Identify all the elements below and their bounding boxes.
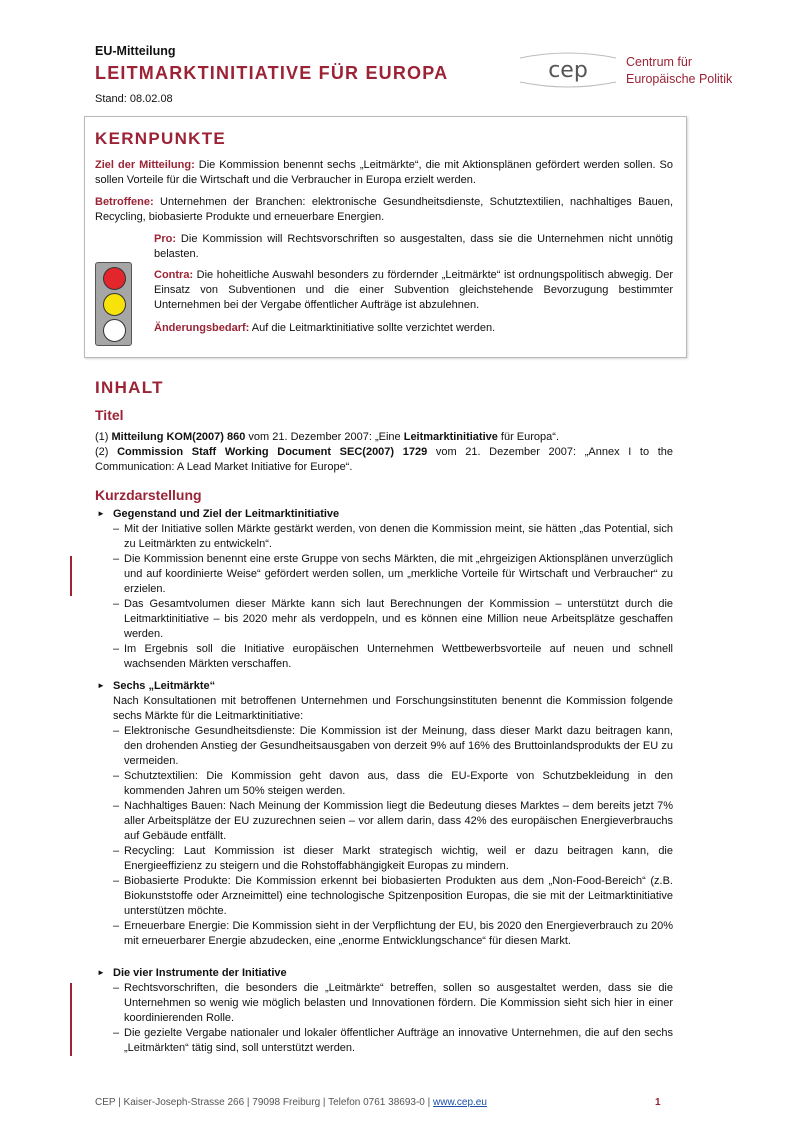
instruments-list	[113, 981, 673, 1056]
list-item: – Mit der Initiative sollen Märkte gestärkt werden, von denen die Kommission meint, sie hätten „das Potential, sich zu Leitmärkten zu entwickeln“.	[113, 522, 673, 552]
list-item: – Im Ergebnis soll die Initiative europäischen Unternehmen Wettbewerbsvorteile auf neuen und schnell wachsenden Märkten verschaffen.	[113, 642, 673, 672]
contra-text: Die hoheitliche Auswahl besonders zu fördernder „Leitmärkte“ ist ordnungspolitisch abwegig. Der Einsatz von Subventionen und die einer Subvention gleichstehende Bevorzugung bestimmter Unternehmen bei der Vergabe öffentlicher Aufträge ist abzulehnen.	[154, 269, 673, 311]
pro-paragraph	[154, 232, 673, 262]
website-link[interactable]: www.cep.eu	[433, 1097, 487, 1108]
list-item: – Recycling: Laut Kommission ist dieser Markt strategisch wichtig, weil er dazu beitragen kann, die Energieeffizienz zu steigern und die Rohstoffabhängigkeit Europas zu mindern.	[113, 844, 673, 874]
list-item: – Nachhaltiges Bauen: Nach Meinung der Kommission liegt die Bedeutung dieses Marktes – dem bereits jetzt 7% aller Arbeitsplätze der EU zuzurechnen seien – vor allem darin, dass 42% des europäischen Energieverbrauchs auf Gebäude entfällt.	[113, 799, 673, 844]
organization-name-line2: Europäische Politik	[626, 72, 733, 86]
footer	[95, 1097, 487, 1108]
change-text: Auf die Leitmarktinitiative sollte verzichtet werden.	[249, 322, 496, 334]
goal-label: Ziel der Mitteilung:	[95, 159, 195, 171]
title-item-1: (1) Mitteilung KOM(2007) 860 vom 21. Dezember 2007: „Eine Leitmarktinitiative für Europa“.	[95, 431, 559, 443]
list-item: – Schutztextilien: Die Kommission geht davon aus, dass die EU-Exporte von Schutzbekleidung in den kommenden Jahren um 50% steigen werden.	[113, 769, 673, 799]
pro-text: Die Kommission will Rechtsvorschriften so ausgestalten, dass sie die Unternehmen nicht unnötig belasten.	[154, 233, 673, 260]
list-item: – Die Kommission benennt eine erste Gruppe von sechs Märkten, die mit „ehrgeizigen Aktionsplänen unverzüglich und auf koordinierte Weise“ gefördert werden sollen, um „merkliche Vorteile für Wirtschaft und Verbraucher“ zu erzielen.	[113, 552, 673, 597]
affected-text: Unternehmen der Branchen: elektronische Gesundheitsdienste, Schutztextilien, nachhaltiges Bauen, Recycling, biobasierte Produkte und erneuerbare Energien.	[95, 196, 673, 223]
list-item: – Biobasierte Produkte: Die Kommission erkennt bei biobasierten Produkten aus dem „Non-Food-Bereich“ (z.B. Biokunststoffe oder Arzneimittel) eine technologische Spitzenposition Europas, die sie mit der Leitmarktinitiative unterstützen möchte.	[113, 874, 673, 919]
bullet-arrow-icon: ►	[97, 509, 105, 518]
cep-logo-wordmark: cep	[548, 58, 588, 83]
document-title: LEITMARKTINITIATIVE FÜR EUROPA	[95, 63, 449, 83]
content-title: INHALT	[95, 378, 164, 397]
contra-paragraph	[154, 268, 673, 313]
list-item: – Das Gesamtvolumen dieser Märkte kann sich laut Berechnungen der Kommission – unterstützt durch die Leitmarktinitiative – bis 2020 mehr als verdoppeln, und es können eine Million neue Arbeitsplätze geschaffen werden.	[113, 597, 673, 642]
white-lamp-icon	[103, 319, 126, 342]
list-item: – Erneuerbare Energie: Die Kommission sieht in der Verpflichtung der EU, bis 2020 den Energieverbrauch zu 20% mit erneuerbarer Energie abzudecken, eine „enorme Entwicklungschance“ für diesen Markt.	[113, 919, 673, 949]
margin-change-mark	[70, 556, 72, 596]
affected-paragraph	[95, 195, 673, 225]
title-item-2: (2) Commission Staff Working Document SEC(2007) 1729 vom 21. Dezember 2007: „Annex I to the Communication: A Lead Market Initiative for Europe“.	[95, 446, 674, 473]
list-item: – Elektronische Gesundheitsdienste: Die Kommission ist der Meinung, dass dieser Markt dazu beitragen kann, den drohenden Anstieg der Gesundheitsausgaben von derzeit 9% auf 16% des Bruttoinlandsprodukts der EU zu vermeiden.	[113, 724, 673, 769]
organization-name	[626, 54, 732, 88]
change-label: Änderungsbedarf:	[154, 322, 250, 334]
markets-intro: Nach Konsultationen mit betroffenen Unternehmen und Forschungsinstituten benennt die Kommission folgende sechs Märkte für die Leitmarktinitiative:	[113, 695, 673, 722]
margin-change-mark	[70, 1028, 72, 1056]
list-item: – Die gezielte Vergabe nationaler und lokaler öffentlicher Aufträge an innovative Unternehmen, die auf den sechs „Leitmärkten“ tätig sind, soll unterstützt werden.	[113, 1026, 673, 1056]
red-lamp-icon	[103, 267, 126, 290]
margin-change-mark	[70, 983, 72, 1028]
section-heading-goal: ► Gegenstand und Ziel der Leitmarktinitiative	[97, 508, 340, 520]
traffic-light-icon	[95, 262, 132, 346]
change-paragraph	[154, 321, 673, 336]
page-number: 1	[655, 1097, 661, 1108]
pro-label: Pro:	[154, 233, 176, 245]
markets-list	[113, 724, 673, 949]
document-date: Stand: 08.02.08	[95, 93, 173, 105]
goal-list	[113, 522, 673, 672]
goal-text: Die Kommission benennt sechs „Leitmärkte“, die mit Aktionsplänen gefördert werden sollen. So sollen Vorteile für die Wirtschaft und die Verbraucher in Europa erzielt werden.	[95, 159, 673, 186]
bullet-arrow-icon: ►	[97, 968, 105, 977]
footer-address: CEP | Kaiser-Joseph-Strasse 266 | 79098 Freiburg | Telefon 0761 38693-0 |	[95, 1097, 434, 1108]
section-heading-instruments: ► Die vier Instrumente der Initiative	[97, 967, 287, 979]
bullet-arrow-icon: ►	[97, 681, 105, 690]
key-points-title: KERNPUNKTE	[95, 129, 227, 148]
section-heading-markets: ► Sechs „Leitmärkte“	[97, 680, 216, 692]
contra-label: Contra:	[154, 269, 194, 281]
yellow-lamp-icon	[103, 293, 126, 316]
title-heading: Titel	[95, 407, 124, 423]
cep-logo	[518, 50, 618, 90]
summary-heading: Kurzdarstellung	[95, 487, 202, 503]
affected-label: Betroffene:	[95, 196, 154, 208]
goal-paragraph	[95, 158, 673, 188]
organization-name-line1: Centrum für	[626, 55, 692, 69]
document-type: EU-Mitteilung	[95, 44, 176, 58]
list-item: – Rechtsvorschriften, die besonders die „Leitmärkte“ betreffen, sollen so ausgestaltet werden, dass sie die Unternehmen so wenig wie möglich belasten und Innovationen fördern. Die Kommission sieht sich hier in einer koordinierenden Rolle.	[113, 981, 673, 1026]
